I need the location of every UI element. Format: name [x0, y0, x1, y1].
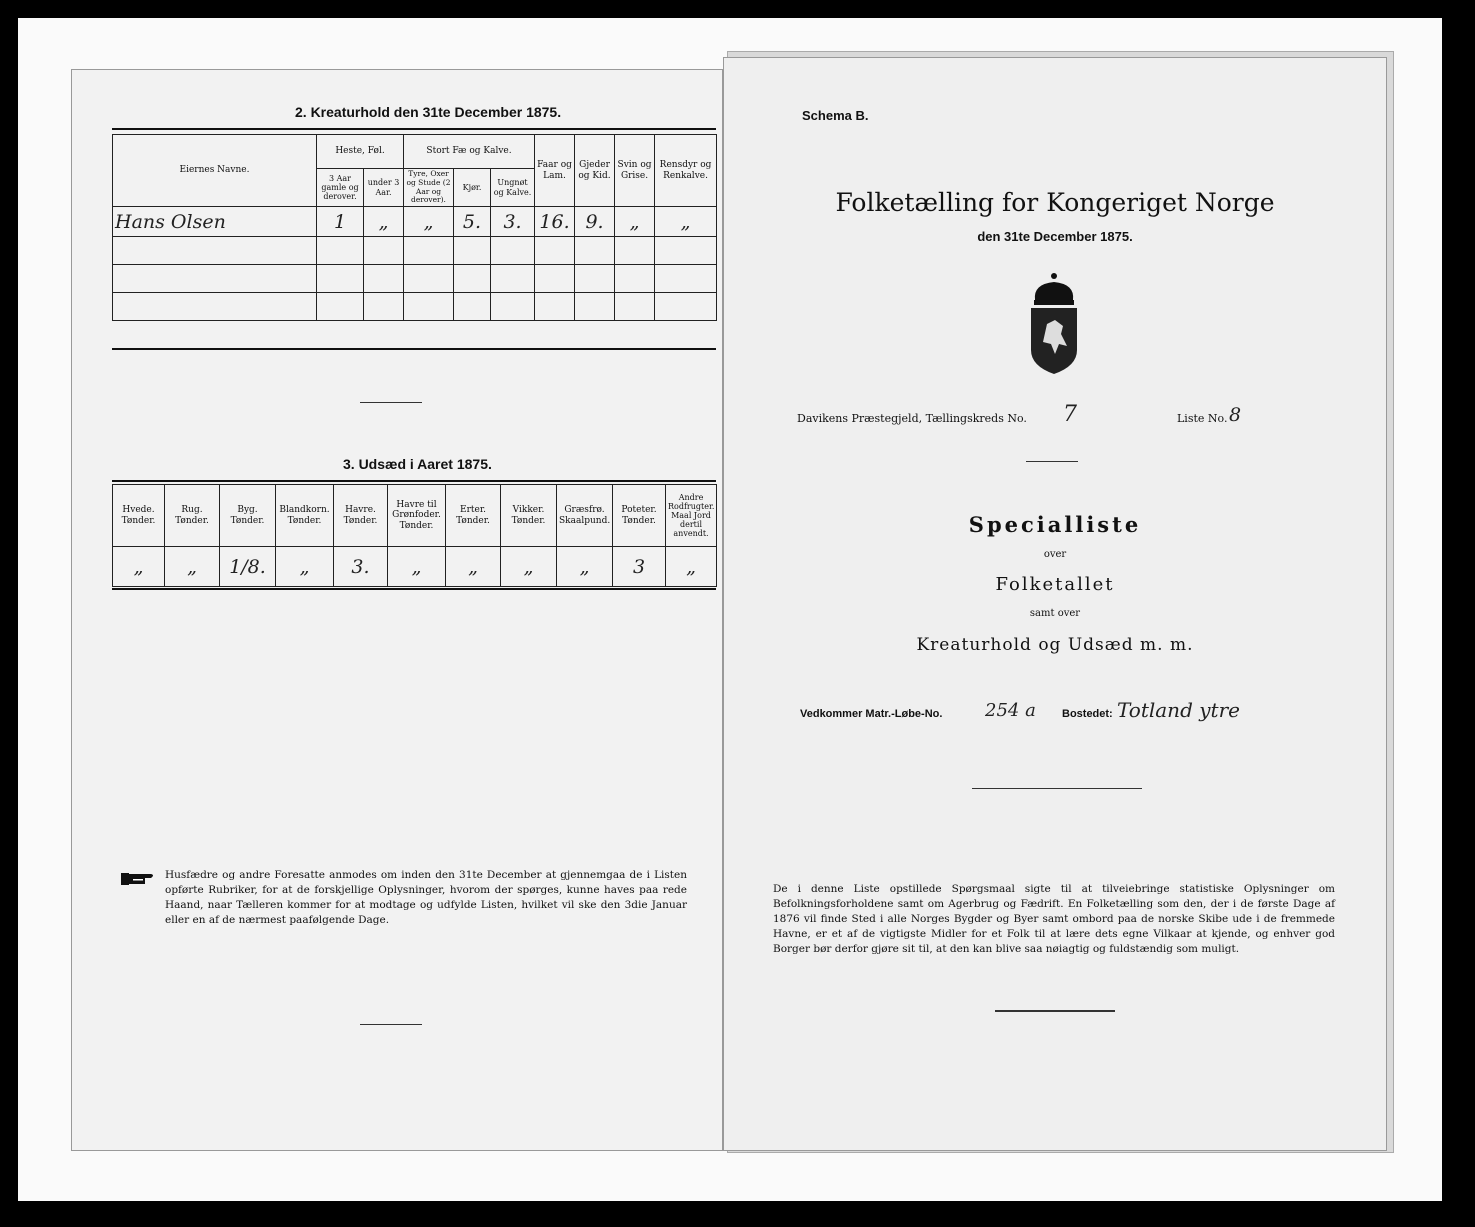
cell-value: 16.	[535, 207, 575, 237]
cell-value: „	[364, 207, 404, 237]
coat-of-arms-icon	[1025, 272, 1083, 376]
cell-value: 3.	[334, 547, 388, 587]
left-note: Husfædre og andre Foresatte anmodes om inden den 31te December at gjennemgaa de i Listen opførte Rubriker, for at de forskjellige Oplysninger, hvorom der spørges, kunne haves paa rede Haand, naar Tælleren kommer for at modtage og udfylde Listen, hvilket vil ske den 3die Januar eller en af de nærmest paafølgende Dage.	[165, 869, 687, 926]
list-number: 8	[1229, 404, 1242, 426]
right-note: De i denne Liste opstillede Spørgsmaal sigte til at tilveiebringe statistiske Oplysninger om Befolkningsforholdene samt om Agerbrug og Fædrift. En Folketælling som den, der i de første Dage af 1876 vil finde Sted i alle Norges Bygder og Byer samt ombord paa de norske Skibe ude i de fremmede Havne, er et af de vigtigste Midler for et Folk til at lære dets egne Vilkaar at kjende, og enhver god Borger bør derfor gjøre sit til, at den kan blive saa nøiagtig og fuldstændig som muligt.	[773, 883, 1335, 955]
parish-label: Davikens Præstegjeld, Tællingskreds No.	[797, 412, 1027, 425]
header-blandkorn: Blandkorn. Tønder.	[276, 485, 334, 547]
header-byg: Byg. Tønder.	[220, 485, 276, 547]
section2-bottom-rule	[112, 348, 716, 350]
section3-top-rule	[112, 480, 716, 482]
cell-value: „	[276, 547, 334, 587]
form-date: den 31te December 1875.	[977, 229, 1133, 244]
kreaturhold-heading: Kreaturhold og Udsæd m. m.	[916, 635, 1194, 655]
matr-label: Vedkommer Matr.-Løbe-No.	[800, 708, 943, 720]
cell-value: „	[165, 547, 220, 587]
header-hvede: Hvede. Tønder.	[113, 485, 165, 547]
list-label: Liste No.	[1177, 412, 1228, 425]
section2-top-rule	[112, 128, 716, 130]
schema-label: Schema B.	[802, 108, 869, 123]
cell-value: „	[655, 207, 717, 237]
parish-number: 7	[1063, 402, 1077, 427]
header-rodfrugter: Andre Rodfrugter. Maal Jord dertil anvendt.	[666, 485, 717, 547]
section3-title: 3. Udsæd i Aaret 1875.	[343, 456, 492, 472]
divider	[972, 788, 1142, 789]
cell-value: 1/8.	[220, 547, 276, 587]
cell-value: 5.	[454, 207, 491, 237]
section2-title: 2. Kreaturhold den 31te December 1875.	[295, 104, 562, 120]
divider	[995, 1010, 1115, 1012]
group-heste: Heste, Føl.	[317, 135, 404, 169]
sub-heste-young: under 3 Aar.	[364, 169, 404, 207]
header-havre: Havre. Tønder.	[334, 485, 388, 547]
cell-value: „	[113, 547, 165, 587]
table-row	[113, 237, 717, 265]
pointing-hand-icon	[121, 870, 159, 888]
group-stort-fae: Stort Fæ og Kalve.	[404, 135, 535, 169]
right-page	[724, 58, 1386, 1150]
cell-value: „	[404, 207, 454, 237]
sub-tyre: Tyre, Oxer og Stude (2 Aar og derover).	[404, 169, 454, 207]
header-graesfro: Græsfrø. Skaalpund.	[557, 485, 613, 547]
sub-ungnot: Ungnøt og Kalve.	[491, 169, 535, 207]
bosted-label: Bostedet:	[1062, 708, 1113, 720]
owner-header: Eiernes Navne.	[113, 135, 317, 207]
table-row	[113, 265, 717, 293]
group-rensdyr: Rensdyr og Renkalve.	[655, 135, 717, 207]
divider	[360, 1024, 422, 1025]
header-poteter: Poteter. Tønder.	[613, 485, 666, 547]
header-vikker: Vikker. Tønder.	[501, 485, 557, 547]
header-havre-gronfoder: Havre til Grønfoder. Tønder.	[388, 485, 446, 547]
folketallet-heading: Folketallet	[995, 574, 1115, 595]
divider	[1026, 461, 1078, 462]
table-row	[113, 547, 717, 587]
cell-value: „	[615, 207, 655, 237]
cell-value: „	[557, 547, 613, 587]
group-faar: Faar og Lam.	[535, 135, 575, 207]
samt-over-label: samt over	[1029, 608, 1081, 619]
cell-value: „	[501, 547, 557, 587]
matr-number: 254 a	[985, 700, 1036, 721]
group-gjeder: Gjeder og Kid.	[575, 135, 615, 207]
owner-name: Hans Olsen	[113, 207, 317, 237]
header-rug: Rug. Tønder.	[165, 485, 220, 547]
form-title: Folketælling for Kongeriget Norge	[835, 188, 1275, 217]
cell-value: „	[446, 547, 501, 587]
cell-value: „	[666, 547, 717, 587]
bosted-value: Totland ytre	[1117, 698, 1240, 722]
section3-bottom-rule	[112, 588, 716, 590]
cell-value: 3	[613, 547, 666, 587]
header-erter: Erter. Tønder.	[446, 485, 501, 547]
divider	[360, 402, 422, 403]
table-row	[113, 293, 717, 321]
cell-value: 1	[317, 207, 364, 237]
sowing-table	[112, 484, 717, 587]
cell-value: 3.	[491, 207, 535, 237]
over-label: over	[1043, 549, 1067, 560]
table-row	[113, 207, 717, 237]
group-svin: Svin og Grise.	[615, 135, 655, 207]
livestock-table	[112, 134, 717, 321]
cell-value: 9.	[575, 207, 615, 237]
sub-kjor: Kjør.	[454, 169, 491, 207]
cell-value: „	[388, 547, 446, 587]
sub-heste-old: 3 Aar gamle og derover.	[317, 169, 364, 207]
specialliste-heading: Specialliste	[968, 512, 1142, 537]
